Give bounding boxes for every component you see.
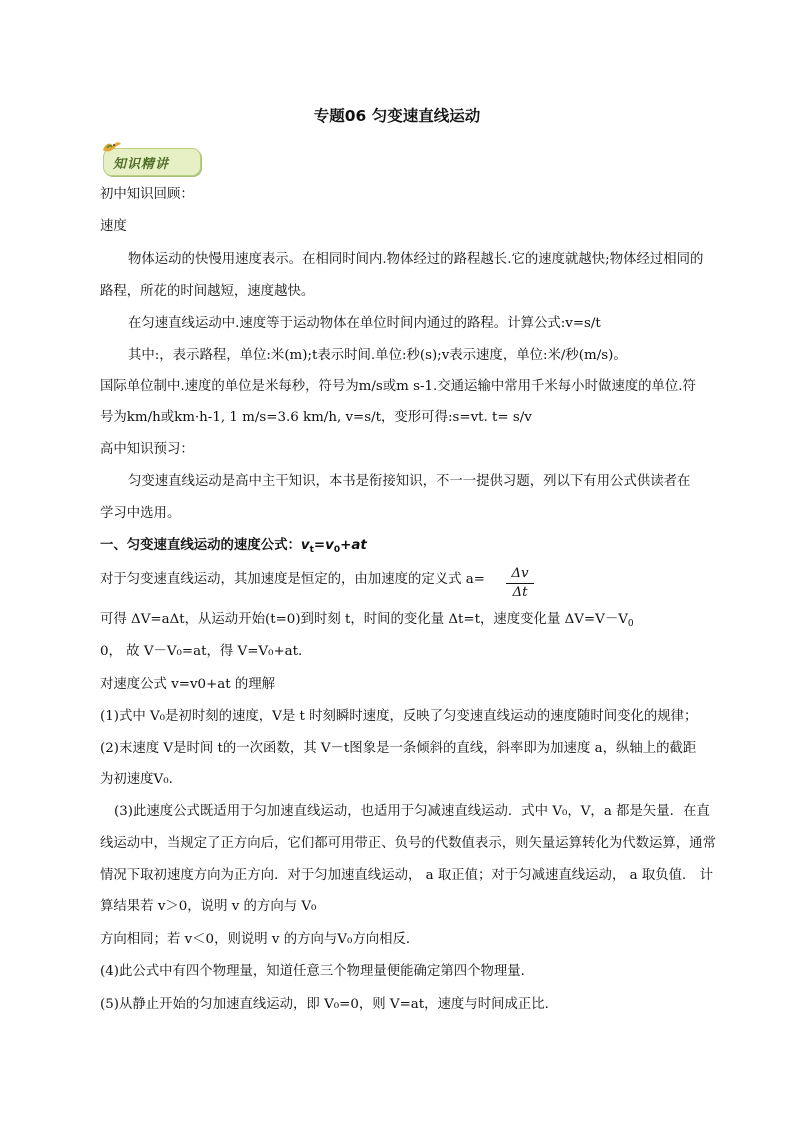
text-line: 匀变速直线运动是高中主干知识，本书是衔接知识，不一一提供习题，列以下有用公式供读者在 (128, 474, 691, 489)
badge-label: 知识精讲 (113, 157, 170, 172)
formula-sub-0: 0 (333, 545, 341, 555)
text-span: 可得 ΔV=aΔt，从运动开始(t=0)到时刻 t，时间的变化量 Δt=t，速度变化量 ΔV=V－V (100, 612, 628, 627)
text-line: 速度 (100, 219, 127, 234)
formula-at: +at (340, 538, 367, 553)
fraction (506, 566, 534, 601)
text-line: (4)此公式中有四个物理量，知道任意三个物理量便能确定第四个物理量． (100, 964, 535, 979)
text-line: 0， 故 V－V₀=at，得 V=V₀+at. (100, 644, 303, 659)
text-line: 学习中选用。 (100, 506, 181, 521)
text-line: 高中知识预习： (100, 442, 194, 457)
fraction-bar (506, 583, 534, 584)
formula-v: v (300, 538, 310, 553)
text-line: 对速度公式 v=v0+at 的理解 (100, 677, 276, 692)
knowledge-badge (99, 138, 201, 178)
text-line: 算结果若 v＞0，说明 v 的方向与 V₀ (100, 899, 317, 914)
text-line: 初中知识回顾： (100, 187, 194, 202)
fraction-numerator: Δv (511, 566, 529, 581)
text-line: (5)从静止开始的匀加速直线运动，即 V₀=0，则 V=at，速度与时间成正比． (100, 997, 559, 1012)
text-line: 号为km/h或km·h-1, 1 m/s=3.6 km/h, v=s/t，变形可得:s=vt. t= s/v (100, 410, 532, 425)
text-line: 其中:，表示路程，单位:米(m);t表示时间.单位:秒(s);v表示速度，单位:米/秒(m/s)。 (128, 348, 627, 363)
text-line: 线运动中，当规定了正方向后，它们都可用带正、负号的代数值表示，则矢量运算转化为代数运算，通常 (100, 836, 716, 851)
text-line: 情况下取初速度方向为正方向．对于匀加速直线运动， a 取正值；对于匀减速直线运动， a 取负值． 计 (100, 868, 714, 883)
text-line: (2)末速度 V是时间 t的一次函数，其 V－t图象是一条倾斜的直线，斜率即为加速度 a，纵轴上的截距 (100, 741, 697, 756)
text-line: 方向相同；若 v＜0，则说明 v 的方向与V₀方向相反． (100, 932, 420, 947)
text-line: 物体运动的快慢用速度表示。在相同时间内.物体经过的路程越长.它的速度就越快;物体经过相同的 (128, 252, 704, 267)
text-line: 为初速度V₀. (100, 772, 173, 787)
formula-eq-v: =v (313, 538, 334, 553)
formula-sub-t: t (309, 545, 314, 555)
section-heading (100, 537, 367, 559)
text-line (100, 611, 634, 633)
text-line: (3)此速度公式既适用于匀加速直线运动，也适用于匀减速直线运动．式中 V₀，V，a 都是矢量．在直 (114, 804, 710, 819)
subscript: 0 (627, 619, 634, 629)
text-line: 对于匀变速直线运动，其加速度是恒定的，由加速度的定义式 a= (100, 572, 486, 587)
section-heading-text: 一、匀变速直线运动的速度公式： (100, 538, 301, 553)
text-line: 在匀速直线运动中.速度等于运动物体在单位时间内通过的路程。计算公式:v=s/t (128, 316, 601, 331)
text-line: 国际单位制中.速度的单位是米每秒，符号为m/s或m s-1.交通运输中常用千米每小时做速度的单位.符 (100, 379, 696, 394)
fraction-denominator: Δt (512, 585, 528, 600)
text-line: 路程，所花的时间越短，速度越快。 (100, 284, 315, 299)
text-line: (1)式中 V₀是初时刻的速度，V是 t 时刻瞬时速度，反映了匀变速直线运动的速度随时间变化的规律； (100, 709, 698, 724)
page-title: 专题06 匀变速直线运动 (313, 107, 481, 125)
